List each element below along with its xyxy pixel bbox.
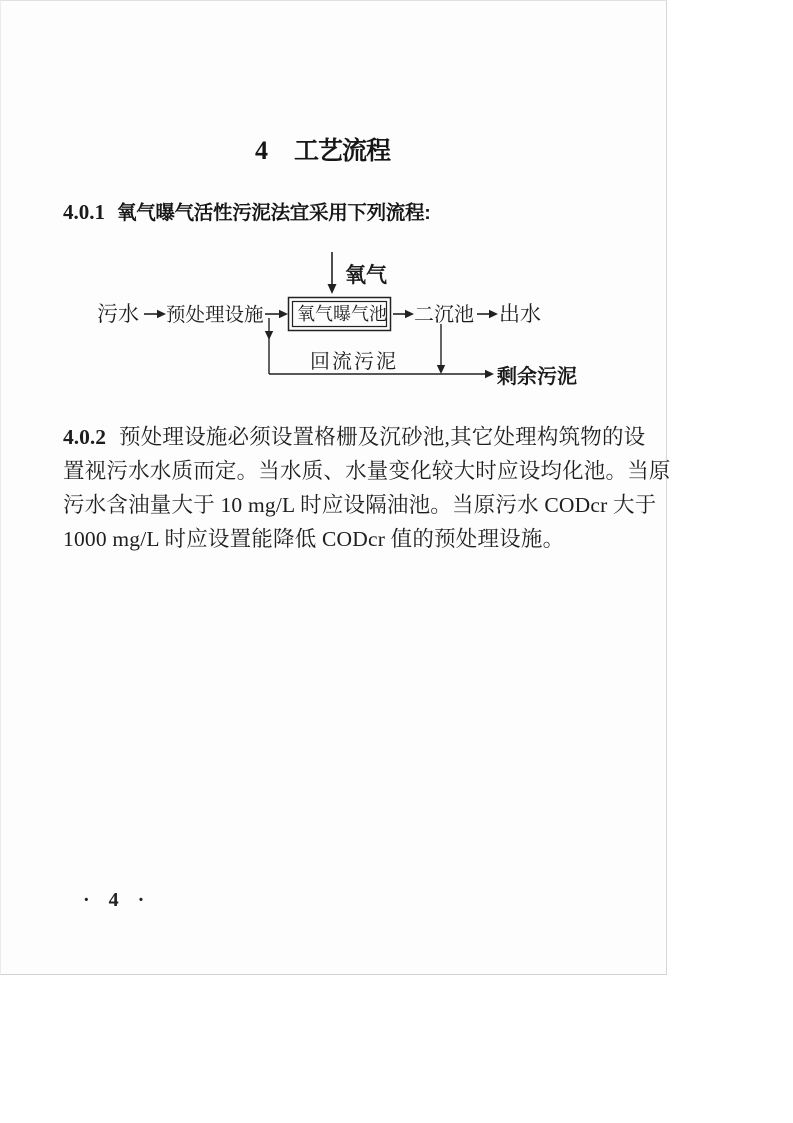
clause-4-0-2-number: 4.0.2 [63, 425, 106, 449]
clause-4-0-2-line-2: 置视污水水质而定。当水质、水量变化较大时应设均化池。当原 [63, 459, 671, 483]
clause-4-0-2-line-1-text: 预处理设施必须设置格栅及沉砂池,其它处理构筑物的设 [119, 425, 646, 449]
process-flow-diagram [1, 244, 668, 396]
oxygen-arrowhead-down [328, 284, 337, 294]
section-title [255, 131, 390, 167]
clause-4-0-2-line-1 [63, 420, 663, 454]
clause-4-0-2 [63, 420, 671, 556]
clause-4-0-1-number: 4.0.1 [63, 200, 105, 224]
influent-label: 污水 [97, 302, 139, 326]
return-sludge-label: 回流污泥 [310, 351, 398, 373]
arrowhead-right-1 [157, 310, 166, 318]
arrowhead-right-2 [279, 310, 288, 318]
section-number: 4 [255, 136, 268, 165]
effluent-label: 出水 [499, 302, 541, 326]
oxygen-label: 氧气 [345, 263, 387, 287]
arrowhead-right-4 [489, 310, 498, 318]
clause-4-0-2-line-3: 污水含油量大于 10 mg/L 时应设隔油池。当原污水 CODcr 大于 [63, 493, 657, 517]
page-number: · 4 · [83, 889, 152, 911]
excess-sludge-label: 剩余污泥 [497, 366, 577, 388]
clarifier-underflow-arrowhead [437, 365, 445, 374]
arrowhead-right-3 [405, 310, 414, 318]
clause-4-0-1 [63, 197, 430, 225]
aeration-tank-label: 氧气曝气池 [297, 304, 387, 324]
pretreatment-label: 预处理设施 [166, 305, 264, 326]
secondary-clarifier-label: 二沉池 [414, 304, 474, 326]
clause-4-0-2-line-4: 1000 mg/L 时应设置能降低 CODcr 值的预处理设施。 [63, 527, 565, 551]
clause-4-0-1-text: 氧气曝气活性污泥法宜采用下列流程: [117, 202, 431, 224]
section-title-text: 工艺流程 [294, 137, 391, 165]
excess-sludge-arrowhead [485, 370, 494, 378]
